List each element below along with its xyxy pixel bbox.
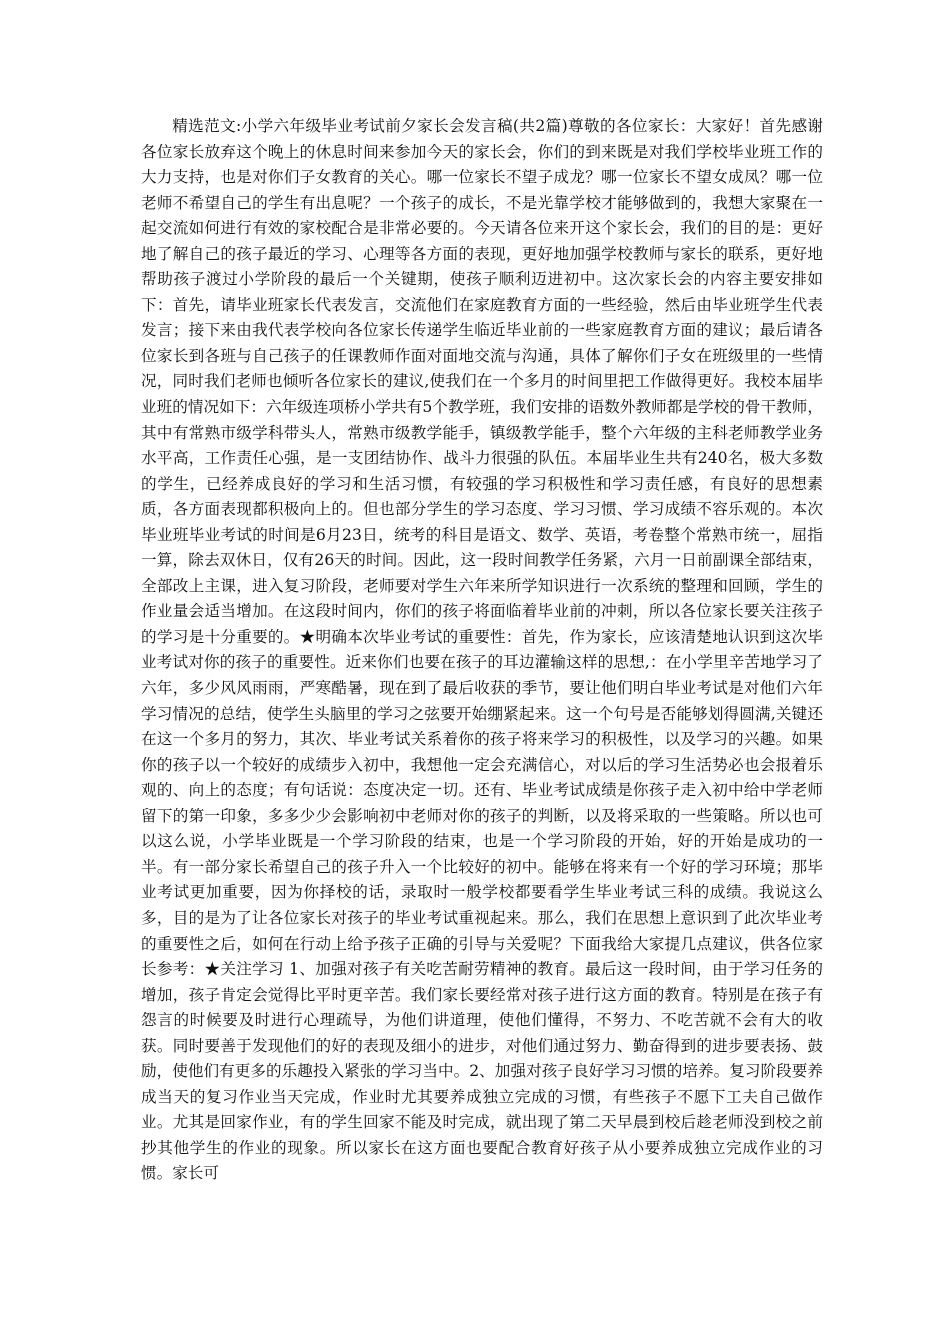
- body-paragraph: 精选范文:小学六年级毕业考试前夕家长会发言稿(共2篇)尊敬的各位家长：大家好！首先感谢各位家长放弃这个晚上的休息时间来参加今天的家长会，你们的到来既是对我们学校毕业班工作的大力支持，也是对你们子女教育的关心。哪一位家长不望子成龙？哪一位家长不望女成凤？哪一位老师不希望自己的学生有出息呢？一个孩子的成长，不是光靠学校才能够做到的，我想大家聚在一起交流如何进行有效的家校配合是非常必要的。今天请各位来开这个家长会，我们的目的是：更好地了解自己的孩子最近的学习、心理等各方面的表现，更好地加强学校教师与家长的联系，更好地帮助孩子渡过小学阶段的最后一个关键期，使孩子顺利迈进初中。这次家长会的内容主要安排如下：首先，请毕业班家长代表发言，交流他们在家庭教育方面的一些经验，然后由毕业班学生代表发言；接下来由我代表学校向各位家长传递学生临近毕业前的一些家庭教育方面的建议；最后请各位家长到各班与自己孩子的任课教师作面对面地交流与沟通，具体了解你们子女在班级里的一些情况，同时我们老师也倾听各位家长的建议,使我们在一个多月的时间里把工作做得更好。我校本届毕业班的情况如下：六年级连项桥小学共有5个教学班，我们安排的语数外教师都是学校的骨干教师，其中有常熟市级学科带头人，常熟市级教学能手，镇级教学能手，整个六年级的主科老师教学业务水平高，工作责任心强，是一支团结协作、战斗力很强的队伍。本届毕业生共有240名，极大多数的学生，已经养成良好的学习和生活习惯，有较强的学习积极性和学习责任感，有良好的思想素质，各方面表现都积极向上的。但也部分学生的学习态度、学习习惯、学习成绩不容乐观的。本次毕业班毕业考试的时间是6月23日，统考的科目是语文、数学、英语，考卷整个常熟市统一，屈指一算，除去双休日，仅有26天的时间。因此，这一段时间教学任务紧，六月一日前副课全部结束，全部改上主课，进入复习阶段，老师要对学生六年来所学知识进行一次系统的整理和回顾，学生的作业量会适当增加。在这段时间内，你们的孩子将面临着毕业前的冲刺，所以各位家长要关注孩子的学习是十分重要的。★明确本次毕业考试的重要性：首先，作为家长，应该清楚地认识到这次毕业考试对你的孩子的重要性。近来你们也要在孩子的耳边灌输这样的思想,：在小学里辛苦地学习了六年，多少风风雨雨，严寒酷暑，现在到了最后收获的季节，要让他们明白毕业考试是对他们六年学习情况的总结，使学生头脑里的学习之弦要开始绷紧起来。这一个句号是否能够划得圆满,关键还在这一个多月的努力，其次、毕业考试关系着你的孩子将来学习的积极性，以及学习的兴趣。如果你的孩子以一个较好的成绩步入初中，我想他一定会充满信心，对以后的学习生活势必也会报着乐观的、向上的态度；有句话说：态度决定一切。还有、毕业考试成绩是你孩子走入初中给中学老师留下的第一印象，多多少少会影响初中老师对你的孩子的判断，以及将采取的一些策略。所以也可以这么说，小学毕业既是一个学习阶段的结束，也是一个学习阶段的开始，好的开始是成功的一半。有一部分家长希望自己的孩子升入一个比较好的初中。能够在将来有一个好的学习环境；那毕业考试更加重要，因为你择校的话，录取时一般学校都要看学生毕业考试三科的成绩。我说这么多，目的是为了让各位家长对孩子的毕业考试重视起来。那么，我们在思想上意识到了此次毕业考的重要性之后，如何在行动上给予孩子正确的引导与关爱呢？下面我给大家提几点建议，供各位家长参考：★关注学习 1、加强对孩子有关吃苦耐劳精神的教育。最后这一段时间，由于学习任务的增加，孩子肯定会觉得比平时更辛苦。我们家长要经常对孩子进行这方面的教育。特别是在孩子有怨言的时候要及时进行心理疏导，为他们讲道理，使他们懂得，不努力、不吃苦就不会有大的收获。同时要善于发现他们的好的表现及细小的进步，对他们通过努力、勤奋得到的进步要表扬、鼓励，使他们有更多的乐趣投入紧张的学习当中。2、加强对孩子良好学习习惯的培养。复习阶段要养成当天的复习作业当天完成，作业时尤其要养成独立完成的习惯，有些孩子不愿下工夫自己做作业。尤其是回家作业，有的学生回家不能及时完成，就出现了第二天早晨到校后趁老师没到校之前抄其他学生的作业的现象。所以家长在这方面也要配合教育好孩子从小要养成独立完成作业的习惯。家长可: [141, 117, 823, 1183]
